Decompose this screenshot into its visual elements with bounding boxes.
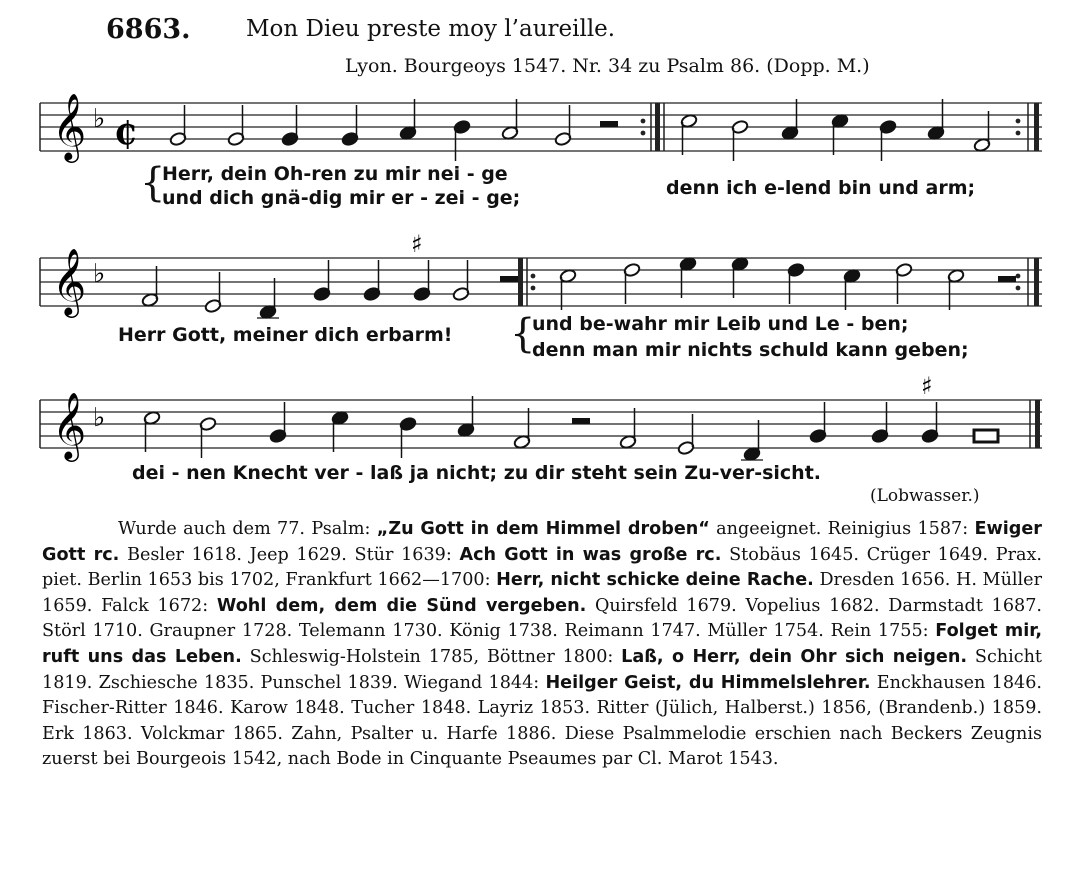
half-rest xyxy=(600,121,618,127)
lyric-line: denn ich e-lend bin und arm; xyxy=(666,177,976,199)
repeat-dot xyxy=(1016,119,1021,124)
treble-clef-icon: 𝄞 xyxy=(52,391,87,459)
text-attribution: (Lobwasser.) xyxy=(870,486,980,506)
lyric-line: dei - nen Knecht ver - laß ja nicht; zu dir steht sein Zu-ver-sicht. xyxy=(132,462,822,484)
repeat-dot xyxy=(641,131,646,136)
repeat-dot xyxy=(531,286,536,291)
treble-clef-icon: 𝄞 xyxy=(52,247,87,315)
cut-time-icon: ₵ xyxy=(114,114,137,152)
half-rest xyxy=(998,276,1016,282)
barline-thick xyxy=(1034,103,1039,151)
breve-note xyxy=(974,430,998,442)
repeat-dot xyxy=(1016,274,1021,279)
note-heads xyxy=(141,99,1016,462)
lyric-line: und be-wahr mir Leib und Le - ben; xyxy=(532,313,909,335)
half-rest xyxy=(500,276,518,282)
half-rest xyxy=(572,418,590,424)
hymn-title: Mon Dieu preste moy l’aureille. xyxy=(246,16,616,42)
staff-lines xyxy=(40,103,1042,448)
flat-key-signature-icon: ♭ xyxy=(93,104,106,134)
sharp-icon: ♯ xyxy=(921,372,933,400)
staff-decorations xyxy=(52,92,933,462)
lyric-brace: { xyxy=(510,311,536,357)
barline-thick xyxy=(1034,258,1039,306)
flat-key-signature-icon: ♭ xyxy=(93,403,106,433)
barline-thick xyxy=(655,103,660,151)
flat-key-signature-icon: ♭ xyxy=(93,259,106,289)
treble-clef-icon: 𝄞 xyxy=(52,92,87,160)
lyric-line: Herr, dein Oh-ren zu mir nei - ge xyxy=(162,163,508,185)
repeat-dot xyxy=(641,119,646,124)
lyric-line: denn man mir nichts schuld kann geben; xyxy=(532,339,969,361)
commentary-paragraph: Wurde auch dem 77. Psalm: „Zu Gott in dem Himmel droben“ angeeignet. Reinigius 1587: Ewiger Gott rc. Besler 1618. Jeep 1629. Stür 1639: Ach Gott in was große rc. Stobäus 1645. Crüger 1649. Prax. piet. Berlin 1653 bis 1702, Frankfurt 1662—1700: Herr, nicht schicke deine Rache. Dresden 1656. H. Müller 1659. Falck 1672: Wohl dem, dem die Sünd vergeben. Quirsfeld 1679. Vopelius 1682. Darmstadt 1687. Störl 1710. Graupner 1728. Telemann 1730. König 1738. Reimann 1747. Müller 1754. Rein 1755: Folget mir, ruft uns das Leben. Schleswig-Holstein 1785, Böttner 1800: Laß, o Herr, dein Ohr sich neigen. Schicht 1819. Zschiesche 1835. Punschel 1839. Wiegand 1844: Heilger Geist, du Himmelslehrer. Enckhausen 1846. Fischer-Ritter 1846. Karow 1848. Tucher 1848. Layriz 1853. Ritter (Jülich, Halberst.) 1856, (Brandenb.) 1859. Erk 1863. Volckmar 1865. Zahn, Psalter u. Harfe 1886. Diese Psalmmelodie erschien nach Beckers Zeugnis zuerst bei Bourgeois 1542, nach Bode in Cinquante Pseaumes par Cl. Marot 1543. xyxy=(42,519,1043,770)
lyric-line: Herr Gott, meiner dich erbarm! xyxy=(118,324,453,346)
repeat-dot xyxy=(531,274,536,279)
hymn-number: 6863. xyxy=(106,14,191,45)
lyric-line: und dich gnä-dig mir er - zei - ge; xyxy=(162,187,521,209)
lyric-brace: { xyxy=(140,160,166,206)
barline-thick xyxy=(1035,400,1040,448)
sharp-icon: ♯ xyxy=(411,230,423,258)
repeat-dot xyxy=(1016,286,1021,291)
repeat-dot xyxy=(1016,131,1021,136)
barline-thick xyxy=(518,258,523,306)
hymn-source: Lyon. Bourgeoys 1547. Nr. 34 zu Psalm 86. (Dopp. M.) xyxy=(345,55,870,77)
